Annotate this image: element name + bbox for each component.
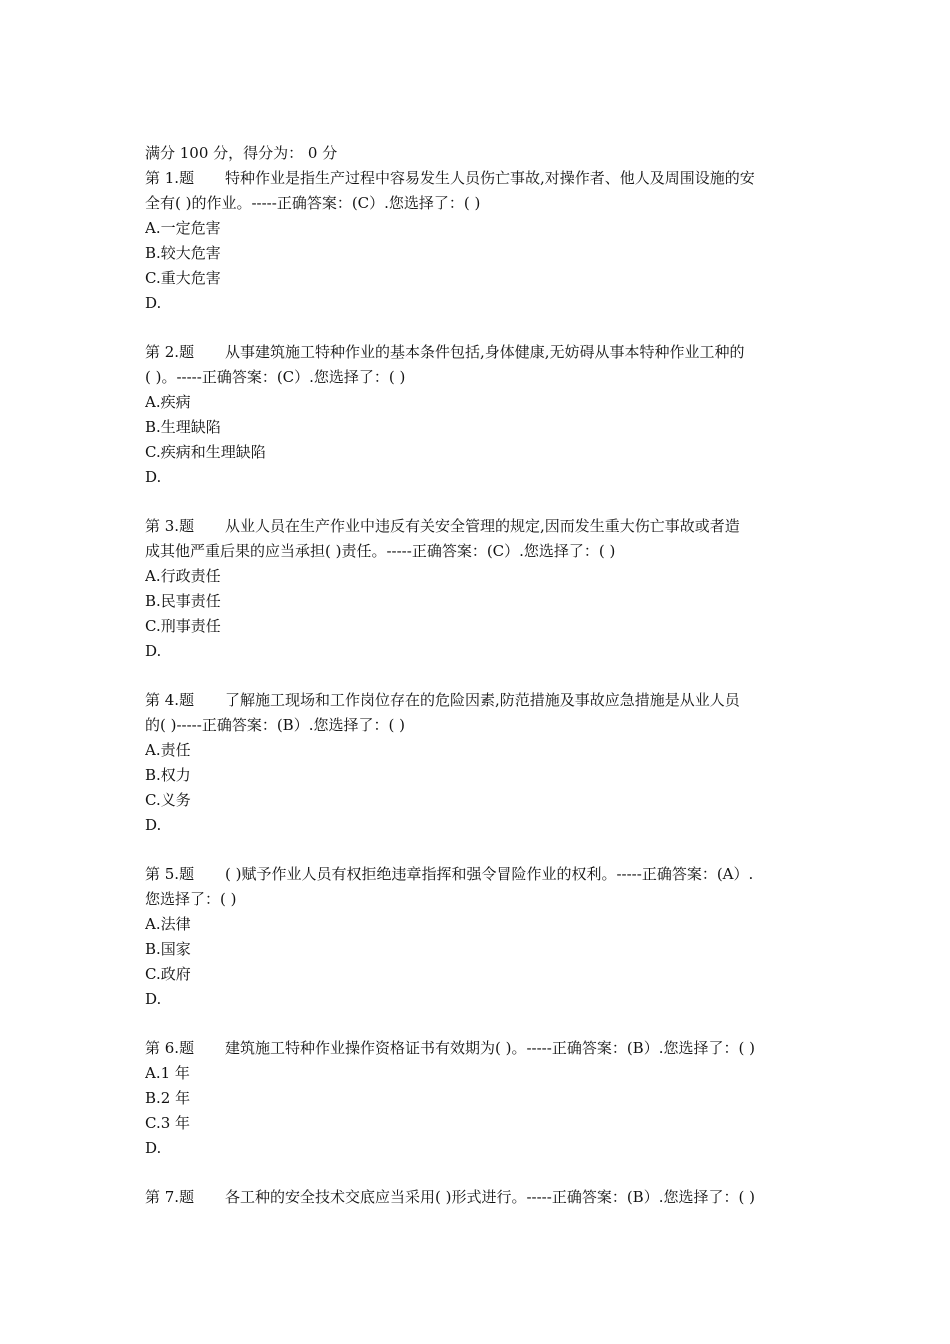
question-number: 第 4.题 bbox=[145, 691, 195, 709]
question-stem bbox=[145, 862, 810, 887]
question-text-continued: 成其他严重后果的应当承担( )责任。-----正确答案：(C）.您选择了：( ) bbox=[145, 542, 616, 560]
question-number: 第 3.题 bbox=[145, 517, 195, 535]
question-text-continued: 全有( )的作业。-----正确答案：(C）.您选择了：( ) bbox=[145, 194, 481, 212]
question-block bbox=[145, 166, 810, 316]
question-text: 特种作业是指生产过程中容易发生人员伤亡事故,对操作者、他人及周围设施的安 bbox=[225, 169, 755, 187]
question-text: 了解施工现场和工作岗位存在的危险因素,防范措施及事故应急措施是从业人员 bbox=[225, 691, 740, 709]
question-text: ( )赋予作业人员有权拒绝违章指挥和强令冒险作业的权利。-----正确答案：(A）. bbox=[225, 865, 754, 883]
question-number: 第 1.题 bbox=[145, 169, 195, 187]
option-c: C.刑事责任 bbox=[145, 617, 221, 635]
spacer bbox=[145, 1161, 810, 1185]
question-text: 从事建筑施工特种作业的基本条件包括,身体健康,无妨碍从事本特种作业工种的 bbox=[225, 343, 745, 361]
spacer bbox=[145, 316, 810, 340]
option-b: B.较大危害 bbox=[145, 244, 221, 262]
question-block bbox=[145, 862, 810, 1012]
option-c: C.义务 bbox=[145, 791, 191, 809]
question-block bbox=[145, 1185, 810, 1210]
question-text-continued: 您选择了：( ) bbox=[145, 890, 237, 908]
option-a: A.一定危害 bbox=[145, 219, 221, 237]
option-d: D. bbox=[145, 990, 162, 1008]
option-d: D. bbox=[145, 294, 162, 312]
question-number: 第 7.题 bbox=[145, 1188, 195, 1206]
question-stem bbox=[145, 514, 810, 539]
option-b: B.国家 bbox=[145, 940, 191, 958]
option-c: C.重大危害 bbox=[145, 269, 221, 287]
question-text: 从业人员在生产作业中违反有关安全管理的规定,因而发生重大伤亡事故或者造 bbox=[225, 517, 740, 535]
question-stem bbox=[145, 340, 810, 365]
score-line: 满分 100 分，得分为： 0 分 bbox=[145, 144, 338, 162]
question-text: 建筑施工特种作业操作资格证书有效期为( )。-----正确答案：(B）.您选择了：( ) bbox=[225, 1039, 755, 1057]
spacer bbox=[145, 664, 810, 688]
option-b: B.生理缺陷 bbox=[145, 418, 221, 436]
option-d: D. bbox=[145, 816, 162, 834]
question-stem bbox=[145, 1185, 810, 1210]
question-number: 第 6.题 bbox=[145, 1039, 195, 1057]
question-number: 第 2.题 bbox=[145, 343, 195, 361]
option-c: C.政府 bbox=[145, 965, 191, 983]
question-stem bbox=[145, 166, 810, 191]
question-block bbox=[145, 688, 810, 838]
question-stem bbox=[145, 1036, 810, 1061]
option-d: D. bbox=[145, 468, 162, 486]
option-a: A.法律 bbox=[145, 915, 191, 933]
option-a: A.疾病 bbox=[145, 393, 191, 411]
option-d: D. bbox=[145, 642, 162, 660]
option-a: A.责任 bbox=[145, 741, 191, 759]
option-b: B.民事责任 bbox=[145, 592, 221, 610]
spacer bbox=[145, 1012, 810, 1036]
option-b: B.2 年 bbox=[145, 1089, 191, 1107]
question-number: 第 5.题 bbox=[145, 865, 195, 883]
question-block bbox=[145, 1036, 810, 1161]
spacer bbox=[145, 838, 810, 862]
option-b: B.权力 bbox=[145, 766, 191, 784]
question-text-continued: ( )。-----正确答案：(C）.您选择了：( ) bbox=[145, 368, 406, 386]
option-d: D. bbox=[145, 1139, 162, 1157]
question-text-continued: 的( )-----正确答案：(B）.您选择了：( ) bbox=[145, 716, 405, 734]
option-a: A.行政责任 bbox=[145, 567, 221, 585]
question-text: 各工种的安全技术交底应当采用( )形式进行。-----正确答案：(B）.您选择了：( ) bbox=[225, 1188, 755, 1206]
document-body bbox=[145, 141, 810, 1210]
question-stem bbox=[145, 688, 810, 713]
option-c: C.疾病和生理缺陷 bbox=[145, 443, 266, 461]
option-a: A.1 年 bbox=[145, 1064, 190, 1082]
option-c: C.3 年 bbox=[145, 1114, 191, 1132]
question-block bbox=[145, 340, 810, 490]
spacer bbox=[145, 490, 810, 514]
question-block bbox=[145, 514, 810, 664]
